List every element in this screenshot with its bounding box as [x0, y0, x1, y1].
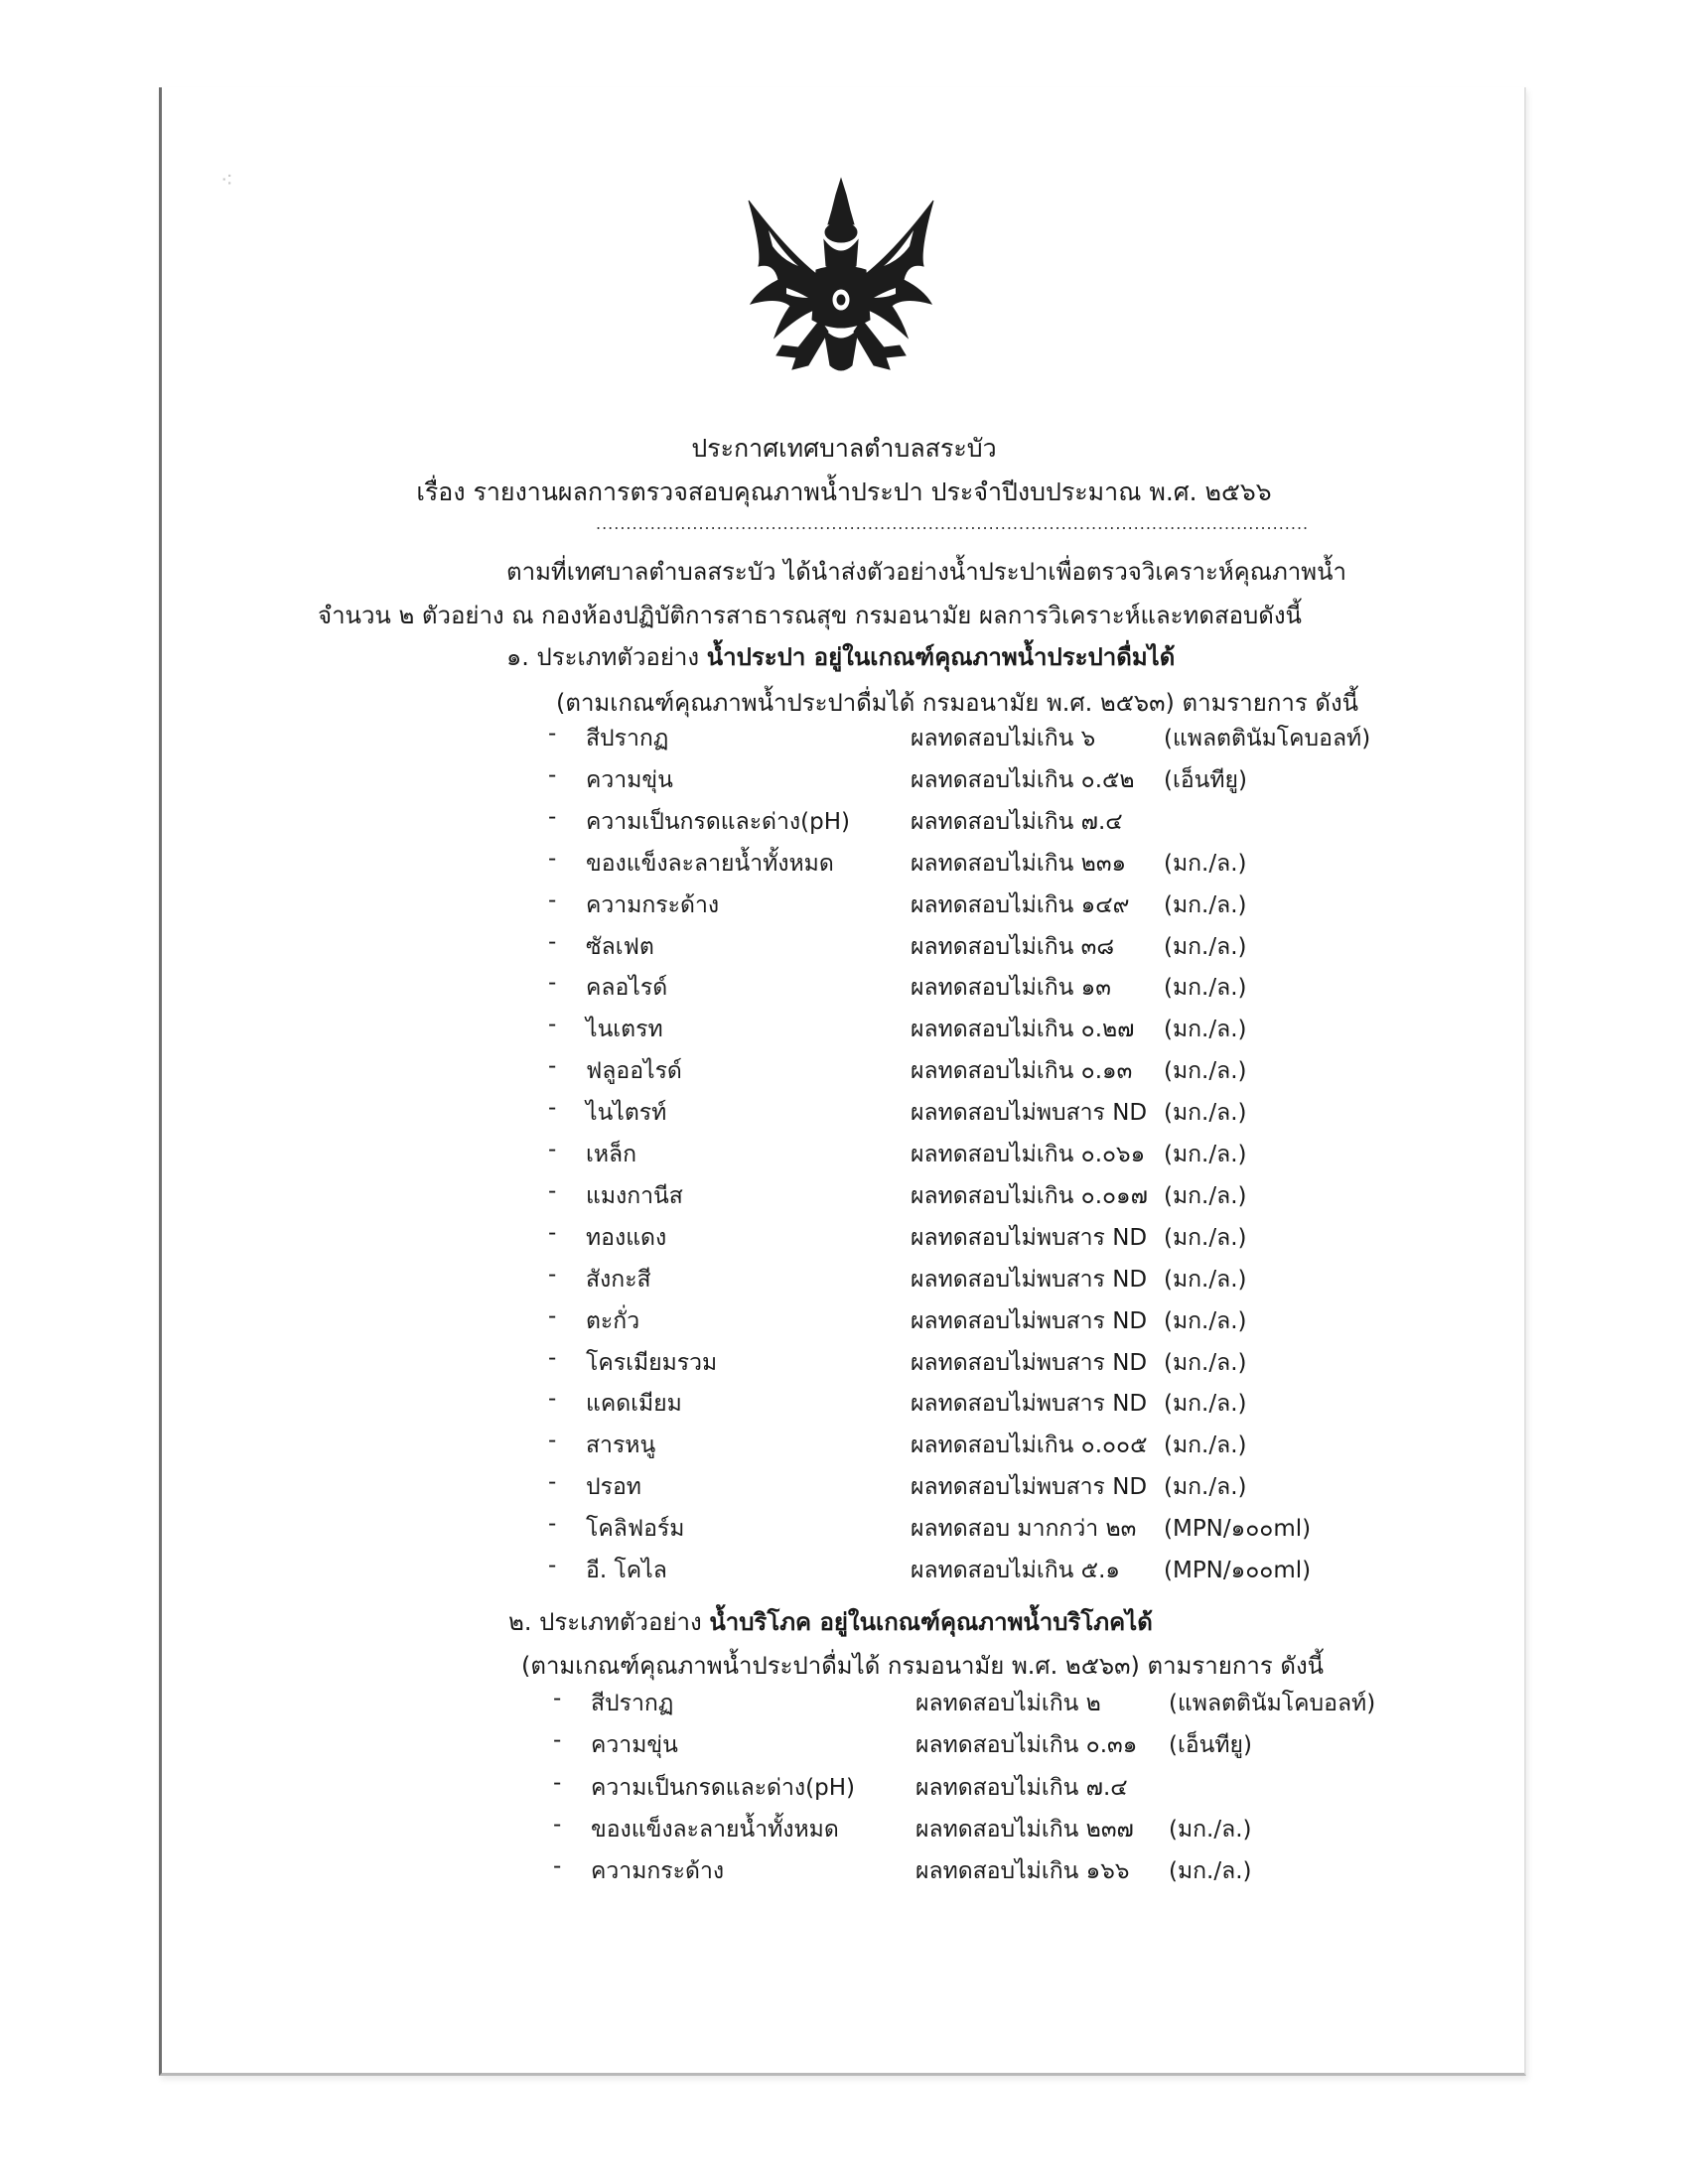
- list-bullet: -: [553, 1811, 562, 1838]
- result-row: [548, 1553, 1392, 1592]
- measurement-unit: (มก./ล.): [1164, 891, 1247, 918]
- list-bullet: -: [548, 928, 557, 955]
- parameter-name: สีปรากฏ: [586, 726, 669, 751]
- test-result: ผลทดสอบไม่เกิน ๐.๑๓: [911, 1058, 1133, 1085]
- test-result: ผลทดสอบไม่เกิน ๑๖๖: [915, 1858, 1130, 1885]
- result-row: [553, 1686, 1397, 1725]
- test-result: ผลทดสอบไม่เกิน ๐.๐๐๕: [911, 1433, 1148, 1459]
- test-result: ผลทดสอบไม่เกิน ๖: [911, 726, 1096, 751]
- list-bullet: -: [548, 1137, 557, 1162]
- list-bullet: -: [553, 1686, 562, 1711]
- measurement-unit: (มก./ล.): [1164, 850, 1247, 877]
- parameter-name: ความกระด้าง: [591, 1858, 725, 1885]
- measurement-unit: (มก./ล.): [1164, 1307, 1247, 1334]
- result-row: [548, 1220, 1392, 1260]
- measurement-unit: (มก./ล.): [1164, 975, 1247, 1002]
- list-bullet: -: [548, 845, 557, 872]
- list-bullet: -: [548, 1469, 557, 1496]
- parameter-name: ความกระด้าง: [586, 891, 720, 918]
- test-result: ผลทดสอบไม่เกิน ๒: [915, 1691, 1101, 1716]
- measurement-unit: (มก./ล.): [1164, 1266, 1247, 1293]
- measurement-unit: (มก./ล.): [1164, 933, 1247, 960]
- test-result: ผลทดสอบไม่เกิน ๒๓๗: [915, 1816, 1134, 1843]
- result-row: [548, 1262, 1392, 1301]
- test-result: ผลทดสอบไม่เกิน ๐.๓๑: [915, 1732, 1138, 1759]
- section-criteria: (ตามเกณฑ์คุณภาพน้ำประปาดื่มได้ กรมอนามัย พ.ศ. ๒๕๖๓) ตามรายการ ดังนี้: [556, 689, 1359, 717]
- parameter-name: สารหนู: [586, 1433, 656, 1459]
- result-row: [548, 1012, 1392, 1051]
- section-lead: ๑. ประเภทตัวอย่าง: [506, 643, 707, 671]
- test-result: ผลทดสอบไม่พบสาร ND: [911, 1266, 1148, 1293]
- parameter-name: โคลิฟอร์ม: [586, 1516, 685, 1543]
- list-bullet: -: [548, 1261, 557, 1288]
- parameter-name: ซัลเฟต: [586, 933, 654, 960]
- list-bullet: -: [548, 1302, 557, 1329]
- list-bullet: -: [548, 1428, 557, 1454]
- list-bullet: -: [548, 1219, 557, 1246]
- test-result: ผลทดสอบ มากกว่า ๒๓: [911, 1516, 1137, 1543]
- test-result: ผลทดสอบไม่พบสาร ND: [911, 1349, 1148, 1376]
- test-result: ผลทดสอบไม่เกิน ๑๓: [911, 975, 1111, 1002]
- test-result: ผลทดสอบไม่พบสาร ND: [911, 1391, 1148, 1418]
- list-bullet: -: [548, 1053, 557, 1080]
- list-bullet: -: [548, 1553, 557, 1578]
- separator-line: ......................................................................................................................: [596, 514, 1310, 533]
- measurement-unit: (มก./ล.): [1164, 1349, 1247, 1376]
- parameter-name: ความขุ่น: [586, 766, 673, 793]
- test-result: ผลทดสอบไม่เกิน ๐.๒๗: [911, 1017, 1135, 1043]
- document-title: ประกาศเทศบาลตำบลสระบัว: [691, 434, 997, 463]
- parameter-name: ของแข็งละลายน้ำทั้งหมด: [591, 1816, 839, 1843]
- parameter-name: เหล็ก: [586, 1142, 637, 1167]
- result-row: [548, 887, 1392, 927]
- result-row: [553, 1853, 1397, 1893]
- test-result: ผลทดสอบไม่เกิน ๗.๔: [915, 1774, 1128, 1801]
- list-bullet: -: [548, 970, 557, 997]
- section-lead: ๒. ประเภทตัวอย่าง: [508, 1608, 710, 1636]
- test-result: ผลทดสอบไม่เกิน ๐.๐๑๗: [911, 1182, 1148, 1209]
- list-bullet: -: [548, 1012, 557, 1038]
- section-heading: [506, 637, 1175, 676]
- result-row: [548, 721, 1392, 760]
- result-row: [548, 1178, 1392, 1218]
- list-bullet: -: [553, 1769, 562, 1796]
- parameter-name: ทองแดง: [586, 1224, 667, 1251]
- parameter-name: สีปรากฏ: [591, 1691, 674, 1716]
- measurement-unit: (เอ็นทียู): [1164, 766, 1247, 793]
- test-result: ผลทดสอบไม่เกิน ๐.๕๒: [911, 766, 1135, 793]
- list-bullet: -: [548, 887, 557, 913]
- test-result: ผลทดสอบไม่เกิน ๕.๑: [911, 1558, 1120, 1583]
- measurement-unit: (MPN/๑๐๐ml): [1164, 1558, 1312, 1583]
- intro-line-2: จำนวน ๒ ตัวอย่าง ณ กองห้องปฏิบัติการสาธารณสุข กรมอนามัย ผลการวิเคราะห์และทดสอบดังนี้: [318, 602, 1302, 629]
- list-bullet: -: [548, 761, 557, 788]
- section-criteria: (ตามเกณฑ์คุณภาพน้ำประปาดื่มได้ กรมอนามัย พ.ศ. ๒๕๖๓) ตามรายการ ดังนี้: [521, 1652, 1325, 1680]
- list-bullet: -: [548, 1511, 557, 1538]
- measurement-unit: (มก./ล.): [1164, 1182, 1247, 1209]
- list-bullet: -: [548, 721, 557, 747]
- list-bullet: -: [548, 1095, 557, 1122]
- parameter-name: แมงกานีส: [586, 1182, 683, 1209]
- intro-line-1: ตามที่เทศบาลตำบลสระบัว ได้นำส่งตัวอย่างน้ำประปาเพื่อตรวจวิเคราะห์คุณภาพน้ำ: [506, 558, 1346, 586]
- list-bullet: -: [548, 1386, 557, 1413]
- parameter-name: ของแข็งละลายน้ำทั้งหมด: [586, 850, 834, 877]
- result-row: [548, 762, 1392, 802]
- parameter-name: สังกะสี: [586, 1266, 651, 1293]
- test-result: ผลทดสอบไม่เกิน ๒๓๑: [911, 850, 1127, 877]
- measurement-unit: (มก./ล.): [1164, 1142, 1247, 1167]
- section-heading: [508, 1602, 1153, 1641]
- parameter-name: คลอไรด์: [586, 975, 668, 1002]
- list-bullet: -: [553, 1853, 562, 1880]
- section-headline: น้ำบริโภค อยู่ในเกณฑ์คุณภาพน้ำบริโภคได้: [709, 1608, 1153, 1636]
- measurement-unit: (มก./ล.): [1164, 1224, 1247, 1251]
- measurement-unit: (แพลตตินัมโคบอลท์): [1169, 1691, 1376, 1716]
- test-result: ผลทดสอบไม่พบสาร ND: [911, 1474, 1148, 1501]
- result-row: [553, 1812, 1397, 1851]
- parameter-name: ความขุ่น: [591, 1732, 678, 1759]
- document-subject: เรื่อง รายงานผลการตรวจสอบคุณภาพน้ำประปา ประจำปีงบประมาณ พ.ศ. ๒๕๖๖: [416, 478, 1272, 506]
- measurement-unit: (มก./ล.): [1169, 1816, 1252, 1843]
- test-result: ผลทดสอบไม่พบสาร ND: [911, 1307, 1148, 1334]
- measurement-unit: (มก./ล.): [1164, 1433, 1247, 1459]
- test-result: ผลทดสอบไม่พบสาร ND: [911, 1224, 1148, 1251]
- test-result: ผลทดสอบไม่เกิน ๗.๔: [911, 808, 1123, 835]
- list-bullet: -: [553, 1727, 562, 1754]
- parameter-name: ปรอท: [586, 1474, 641, 1501]
- parameter-name: ไนเตรท: [586, 1017, 663, 1043]
- result-row: [548, 846, 1392, 886]
- garuda-emblem-icon: [729, 171, 953, 389]
- result-row: [548, 1345, 1392, 1385]
- measurement-unit: (มก./ล.): [1164, 1474, 1247, 1501]
- result-row: [548, 1511, 1392, 1551]
- result-row: [548, 1137, 1392, 1176]
- result-row: [548, 1469, 1392, 1509]
- test-result: ผลทดสอบไม่เกิน ๓๘: [911, 933, 1115, 960]
- test-result: ผลทดสอบไม่เกิน ๐.๐๖๑: [911, 1142, 1146, 1167]
- measurement-unit: (แพลตตินัมโคบอลท์): [1164, 726, 1371, 751]
- section-headline: น้ำประปา อยู่ในเกณฑ์คุณภาพน้ำประปาดื่มได้: [706, 643, 1176, 671]
- list-bullet: -: [548, 1177, 557, 1204]
- parameter-name: ตะกั่ว: [586, 1307, 640, 1334]
- parameter-name: แคดเมียม: [586, 1391, 682, 1418]
- measurement-unit: (MPN/๑๐๐ml): [1164, 1516, 1312, 1543]
- test-result: ผลทดสอบไม่พบสาร ND: [911, 1100, 1148, 1127]
- result-row: [548, 1095, 1392, 1135]
- parameter-name: โครเมียมรวม: [586, 1349, 718, 1376]
- scan-speck: ⁖: [220, 169, 233, 194]
- parameter-name: ฟลูออไรด์: [586, 1058, 682, 1085]
- measurement-unit: (มก./ล.): [1164, 1391, 1247, 1418]
- result-row: [553, 1727, 1397, 1767]
- result-row: [548, 970, 1392, 1010]
- measurement-unit: (มก./ล.): [1164, 1017, 1247, 1043]
- result-row: [548, 804, 1392, 844]
- result-row: [553, 1770, 1397, 1810]
- parameter-name: อี. โคไล: [586, 1558, 667, 1583]
- list-bullet: -: [548, 1344, 557, 1371]
- measurement-unit: (มก./ล.): [1164, 1100, 1247, 1127]
- measurement-unit: (เอ็นทียู): [1169, 1732, 1252, 1759]
- parameter-name: ความเป็นกรดและด่าง(pH): [586, 808, 850, 835]
- result-row: [548, 1303, 1392, 1343]
- list-bullet: -: [548, 803, 557, 830]
- parameter-name: ความเป็นกรดและด่าง(pH): [591, 1774, 855, 1801]
- measurement-unit: (มก./ล.): [1164, 1058, 1247, 1085]
- result-row: [548, 1428, 1392, 1467]
- result-row: [548, 1053, 1392, 1093]
- result-row: [548, 929, 1392, 969]
- result-row: [548, 1386, 1392, 1426]
- test-result: ผลทดสอบไม่เกิน ๑๔๙: [911, 891, 1130, 918]
- measurement-unit: (มก./ล.): [1169, 1858, 1252, 1885]
- parameter-name: ไนไตรท์: [586, 1100, 667, 1127]
